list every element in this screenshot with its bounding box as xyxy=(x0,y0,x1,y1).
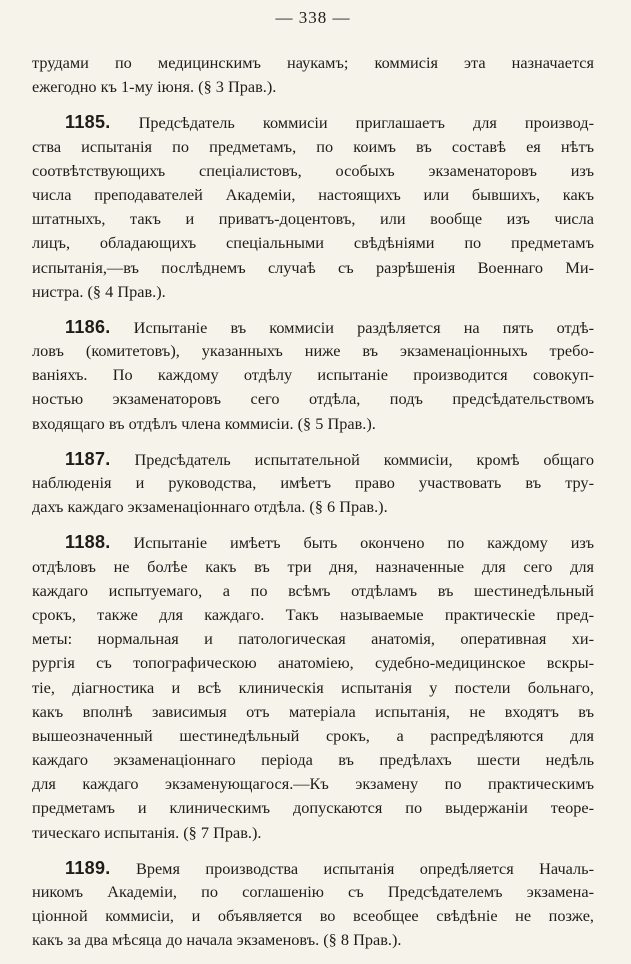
article-number: 1187. xyxy=(65,448,111,469)
text-fragment: Предсѣдатель коммисіи приглашаетъ для производ- xyxy=(110,113,594,133)
text-line: нистра. (§ 4 Прав.). xyxy=(32,281,166,301)
book-page xyxy=(32,8,594,964)
text-line: испытанія,—въ послѣднемъ случаѣ съ разрѣшенія Военнаго Ми- xyxy=(32,257,594,277)
text-line: отдѣловъ не болѣе какъ въ три дня, назначенные для сего для xyxy=(32,556,594,576)
text-line xyxy=(32,110,594,134)
article-number: 1186. xyxy=(65,316,111,337)
text-line: вышеозначенный шестинедѣльный срокъ, а распредѣляются для xyxy=(32,725,594,745)
article-number: 1189. xyxy=(65,857,111,878)
article-1188 xyxy=(32,530,594,844)
text-line: штатныхъ, такъ и приватъ-доцентовъ, или вообще изъ числа xyxy=(32,209,594,229)
text-line: ціонной коммисіи, и объявляется во всеобщее свѣдѣніе не позже, xyxy=(32,906,594,926)
text-line xyxy=(32,447,594,471)
text-line: числа преподавателей Академіи, настоящихъ или бывшихъ, какъ xyxy=(32,184,594,204)
text-line: трудами по медицинскимъ наукамъ; коммисія эта назначается xyxy=(32,53,594,72)
text-fragment: Испытаніе имѣетъ быть окончено по каждому изъ xyxy=(110,533,594,553)
article-1187 xyxy=(32,447,594,520)
text-line: меты: нормальная и патологическая анатомія, оперативная хи- xyxy=(32,629,594,649)
article-number: 1188. xyxy=(65,532,111,553)
text-line: каждаго экзаменаціоннаго періода въ предѣлахъ шести недѣль xyxy=(32,750,594,770)
text-line: тическаго испытанія. (§ 7 Прав.). xyxy=(32,822,262,842)
text-line: какъ вполнѣ зависимыя отъ матеріала испытанія, не входятъ въ xyxy=(32,701,594,721)
text-line: срокъ, также для каждаго. Такъ называемые практическіе пред- xyxy=(32,604,594,624)
text-line: соотвѣтствующихъ спеціалистовъ, особыхъ экзаменаторовъ изъ xyxy=(32,160,594,180)
text-line: никомъ Академіи, по соглашенію съ Предсѣдателемъ экзамена- xyxy=(32,882,594,901)
text-line: лицъ, обладающихъ спеціальными свѣдѣніями по предметамъ xyxy=(32,233,594,253)
text-line: входящаго въ отдѣлъ члена коммисіи. (§ 5 Прав.). xyxy=(32,413,376,433)
text-line: ностью экзаменаторовъ сего отдѣла, подъ предсѣдательствомъ xyxy=(32,389,594,409)
text-fragment: Испытаніе въ коммисіи раздѣляется на пять отдѣ- xyxy=(110,317,594,337)
text-line: тіе, діагностика и всѣ клиническія испытанія у постели больнаго, xyxy=(32,677,594,697)
text-line: ваніяхъ. По каждому отдѣлу испытаніе производится совокуп- xyxy=(32,365,594,385)
text-fragment: Время производства испытанія опредѣляется Началь- xyxy=(110,858,594,878)
text-fragment: Предсѣдатель испытательной коммисіи, кромѣ общаго xyxy=(110,449,594,469)
text-line: ежегодно къ 1-му іюня. (§ 3 Прав.). xyxy=(32,77,277,97)
text-line: ства испытанія по предметамъ, по коимъ въ составѣ ея нѣтъ xyxy=(32,136,594,156)
text-line xyxy=(32,315,594,339)
article-1189 xyxy=(32,856,594,953)
text-line: предметамъ и клиническимъ допускаются по выдержаніи теоре- xyxy=(32,798,594,818)
text-line: для каждаго экзаменующагося.—Къ экзамену по практическимъ xyxy=(32,774,594,794)
text-line: какъ за два мѣсяца до начала экзаменовъ. (§ 8 Прав.). xyxy=(32,930,402,950)
text-line: ловъ (комитетовъ), указанныхъ ниже въ экзаменаціонныхъ требо- xyxy=(32,341,594,361)
text-line xyxy=(32,856,594,880)
page-number: — 338 — xyxy=(275,8,351,27)
text-line xyxy=(32,530,594,554)
article-number: 1185. xyxy=(65,112,111,133)
text-line: каждаго испытуемаго, а по всѣмъ отдѣламъ въ шестинедѣльный xyxy=(32,580,594,600)
text-line: рургія съ топографическою анатоміею, судебно-медицинское вскры- xyxy=(32,653,594,673)
text-line: наблюденія и руководства, имѣетъ право участвовать въ тру- xyxy=(32,473,594,492)
article-1185 xyxy=(32,110,594,304)
paragraph-continuation xyxy=(32,51,594,99)
text-line: дахъ каждаго экзаменаціоннаго отдѣла. (§ 6 Прав.). xyxy=(32,497,388,517)
article-1186 xyxy=(32,315,594,436)
